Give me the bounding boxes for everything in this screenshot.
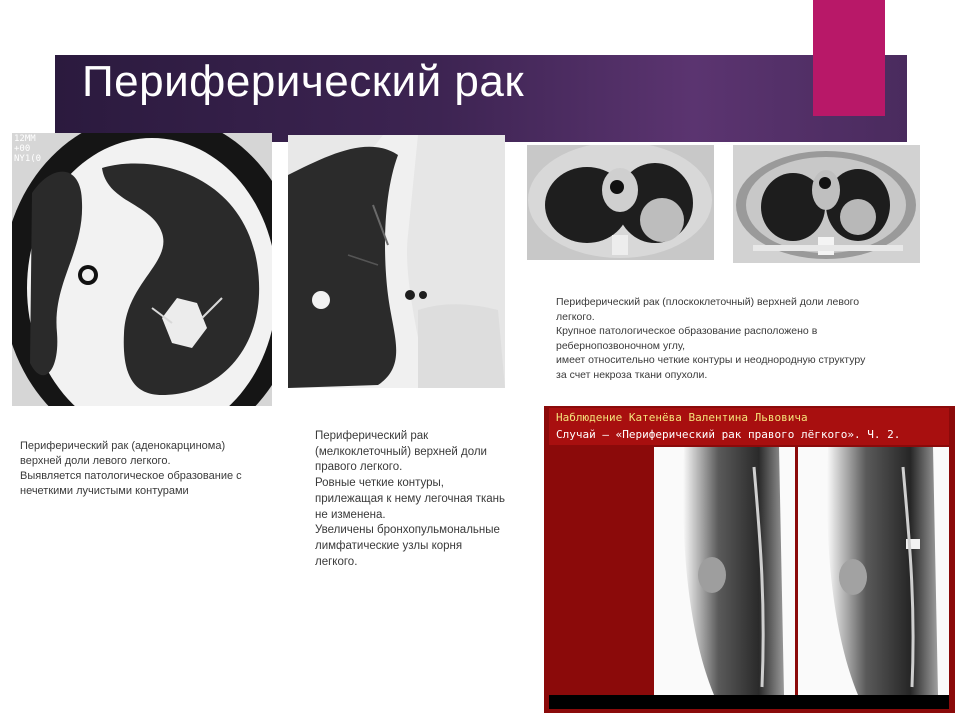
caption-line: прилежащая к нему легочная ткань bbox=[315, 492, 505, 505]
ct-overlay-line: 12MM bbox=[14, 134, 36, 144]
caption-line: за счет некроза ткани опухоли. bbox=[556, 368, 708, 381]
ct-overlay-text bbox=[14, 134, 41, 164]
ct-image-squamous-1 bbox=[527, 145, 714, 260]
accent-bar bbox=[813, 0, 885, 116]
ct-image-squamous-2 bbox=[733, 145, 920, 263]
caption-line: Увеличены бронхопульмональные bbox=[315, 524, 500, 537]
caption-small-cell bbox=[315, 429, 540, 570]
caption-line: легкого. bbox=[315, 555, 358, 568]
caption-line: легкого. bbox=[556, 310, 595, 323]
caption-line: ребернопозвоночном углу, bbox=[556, 339, 686, 352]
caption-line: Крупное патологическое образование расположено в bbox=[556, 325, 818, 338]
caption-line: Периферический рак (аденокарцинома) bbox=[20, 440, 226, 452]
caption-squamous bbox=[556, 295, 936, 383]
xray-bottom-strip bbox=[549, 695, 949, 709]
caption-line: имеет относительно четкие контуры и неоднородную структуру bbox=[556, 354, 866, 367]
xray-header-line2: Случай – «Периферический рак правого лёгкого». Ч. 2. bbox=[556, 428, 901, 441]
caption-line: лимфатические узлы корня bbox=[315, 539, 463, 552]
xray-header-line1: Наблюдение Катенёва Валентина Львовича bbox=[556, 411, 808, 424]
caption-adenocarcinoma bbox=[20, 439, 275, 499]
caption-line: (мелкоклеточный) верхней доли bbox=[315, 445, 487, 458]
xray-film-right bbox=[798, 447, 949, 695]
slide-title: Периферический рак bbox=[82, 57, 525, 106]
ct-overlay-line: NY1(0 bbox=[14, 154, 42, 164]
caption-line: нечеткими лучистыми контурами bbox=[20, 485, 189, 497]
caption-line: не изменена. bbox=[315, 508, 386, 521]
ct-overlay-line: +00 bbox=[14, 144, 31, 154]
caption-line: Ровные четкие контуры, bbox=[315, 477, 444, 490]
xray-film-left bbox=[654, 447, 795, 695]
caption-line: Периферический рак (плоскоклеточный) верхней доли левого bbox=[556, 296, 860, 308]
caption-line: Периферический рак bbox=[315, 430, 429, 442]
caption-line: Выявляется патологическое образование с bbox=[20, 470, 242, 482]
ct-image-adenocarcinoma bbox=[12, 133, 272, 406]
caption-line: правого легкого. bbox=[315, 461, 403, 474]
caption-line: верхней доли левого легкого. bbox=[20, 455, 171, 467]
ct-image-small-cell bbox=[288, 135, 505, 388]
